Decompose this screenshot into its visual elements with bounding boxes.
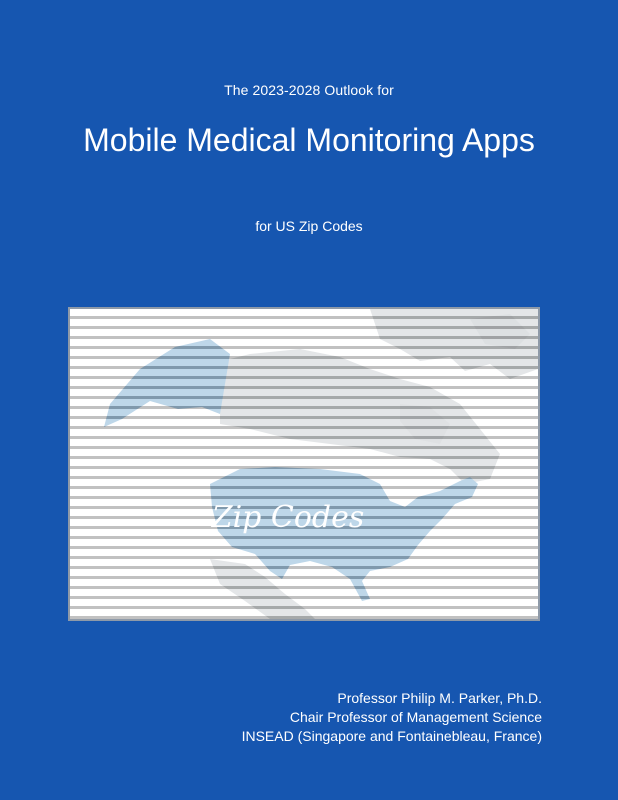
author-position: Chair Professor of Management Science <box>289 709 542 725</box>
us-map-illustration <box>68 307 540 621</box>
author-name: Professor Philip M. Parker, Ph.D. <box>337 690 542 706</box>
author-block <box>242 689 542 746</box>
author-institution: INSEAD (Singapore and Fontainebleau, France) <box>241 728 542 744</box>
map-label-zip-codes: Zip Codes <box>211 500 365 535</box>
cover-pretitle: The 2023-2028 Outlook for <box>224 82 394 98</box>
cover-subtitle: for US Zip Codes <box>255 218 363 234</box>
cover-title: Mobile Medical Monitoring Apps <box>83 122 535 158</box>
stripe-overlay <box>70 309 538 619</box>
north-america-map-graphic <box>70 309 538 619</box>
